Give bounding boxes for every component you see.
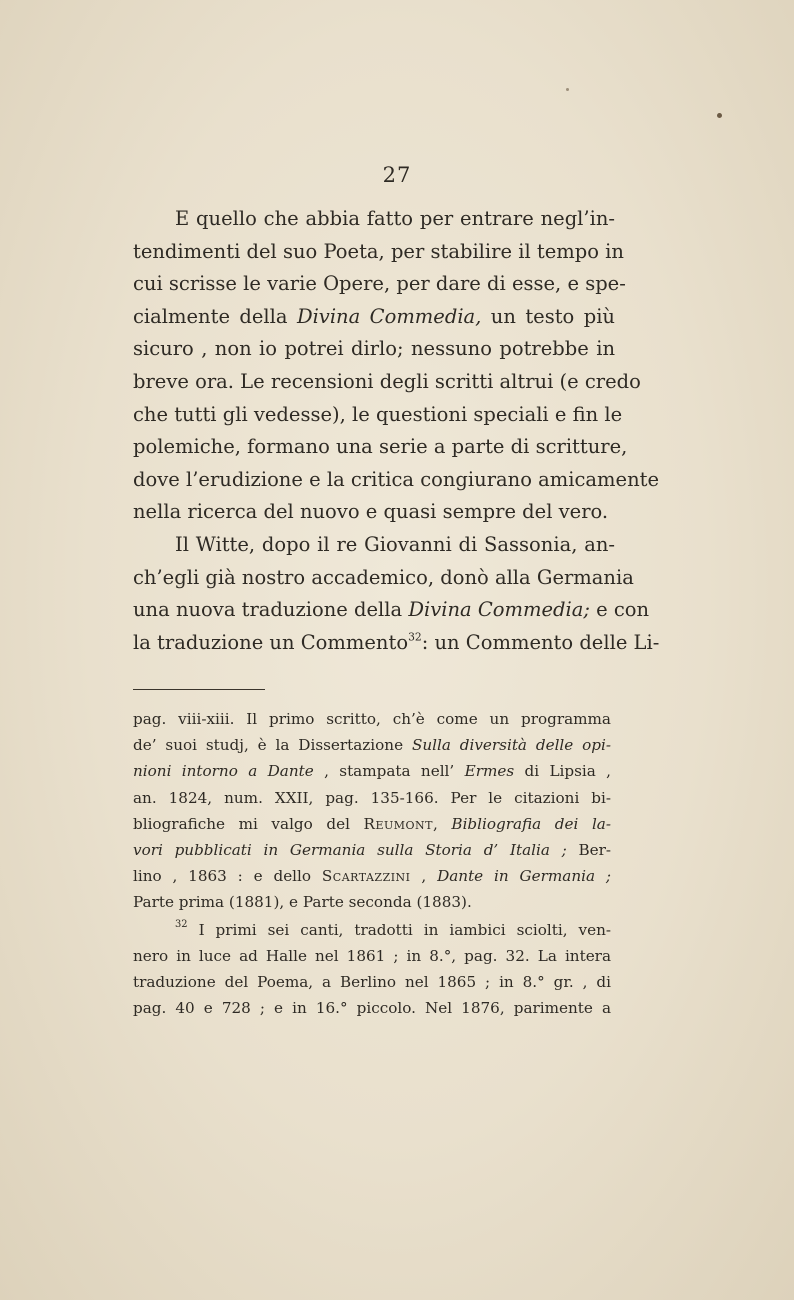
footnote-line: bliografiche mi valgo del Reumont, Bibliografia dei la- [133,814,611,833]
footnote-line: pag. 40 e 728 ; e in 16.° piccolo. Nel 1876, parimente a [133,999,611,1018]
footnote-separator [133,689,265,690]
ink-spot [717,113,722,118]
text-line: breve ora. Le recensioni degli scritti altrui (e credo [133,369,641,393]
footnote-line: an. 1824, num. XXII, pag. 135-166. Per le citazioni bi- [133,788,611,807]
text-line: una nuova traduzione della Divina Commedia; e con [133,598,650,622]
text-line: cialmente della Divina Commedia, un testo più [133,304,615,328]
footnote-line: $^{32}$ I primi sei canti, tradotti in iambici sciolti, ven- [175,918,611,939]
footnote-line: pag. viii-xiii. Il primo scritto, ch’è come un programma [133,710,611,728]
footnote-line: vori pubblicati in Germania sulla Storia d’ Italia ; Ber- [133,840,611,859]
ink-spot [566,88,569,91]
footnote-line: de’ suoi studj, è la Dissertazione Sulla diversità delle opi- [133,736,611,755]
text-line: nella ricerca del nuovo e quasi sempre del vero. [133,500,609,524]
text-line: Il Witte, dopo il re Giovanni di Sassonia, an- [175,532,615,556]
footnote-line: Parte prima (1881), e Parte seconda (1883). [133,893,472,912]
text-line: E quello che abbia fatto per entrare negl’in- [175,207,615,230]
footnote-line: nero in luce ad Halle nel 1861 ; in 8.°, pag. 32. La intera [133,946,611,965]
text-line: che tutti gli vedesse), le questioni speciali e fin le [133,402,623,426]
text-line: ch’egli già nostro accademico, donò alla Germania [133,565,634,589]
main-text [133,203,660,659]
text-line: cui scrisse le varie Opere, per dare di esse, e spe- [133,272,626,296]
footnote-number: 32 [175,918,188,930]
footnote-ref: 32 [408,630,422,644]
text-line: tendimenti del suo Poeta, per stabilire il tempo in [133,239,624,263]
text-line: sicuro , non io potrei dirlo; nessuno potrebbe in [133,337,615,361]
footnote-line: traduzione del Poema, a Berlino nel 1865 ; in 8.° gr. , di [133,972,611,991]
footnote-line: lino , 1863 : e dello Scartazzini , Dante in Germania ; [133,867,611,886]
page-number: 27 [382,163,412,187]
text-line: la traduzione un Commento$^{32}$: un Commento delle Li- [133,630,660,654]
footnotes [133,706,611,1021]
footnote-line: nioni intorno a Dante , stampata nell’ Ermes di Lipsia , [133,762,611,781]
text-line: dove l’erudizione e la critica congiurano amicamente [133,467,660,491]
text-line: polemiche, formano una serie a parte di scritture, [133,435,628,459]
